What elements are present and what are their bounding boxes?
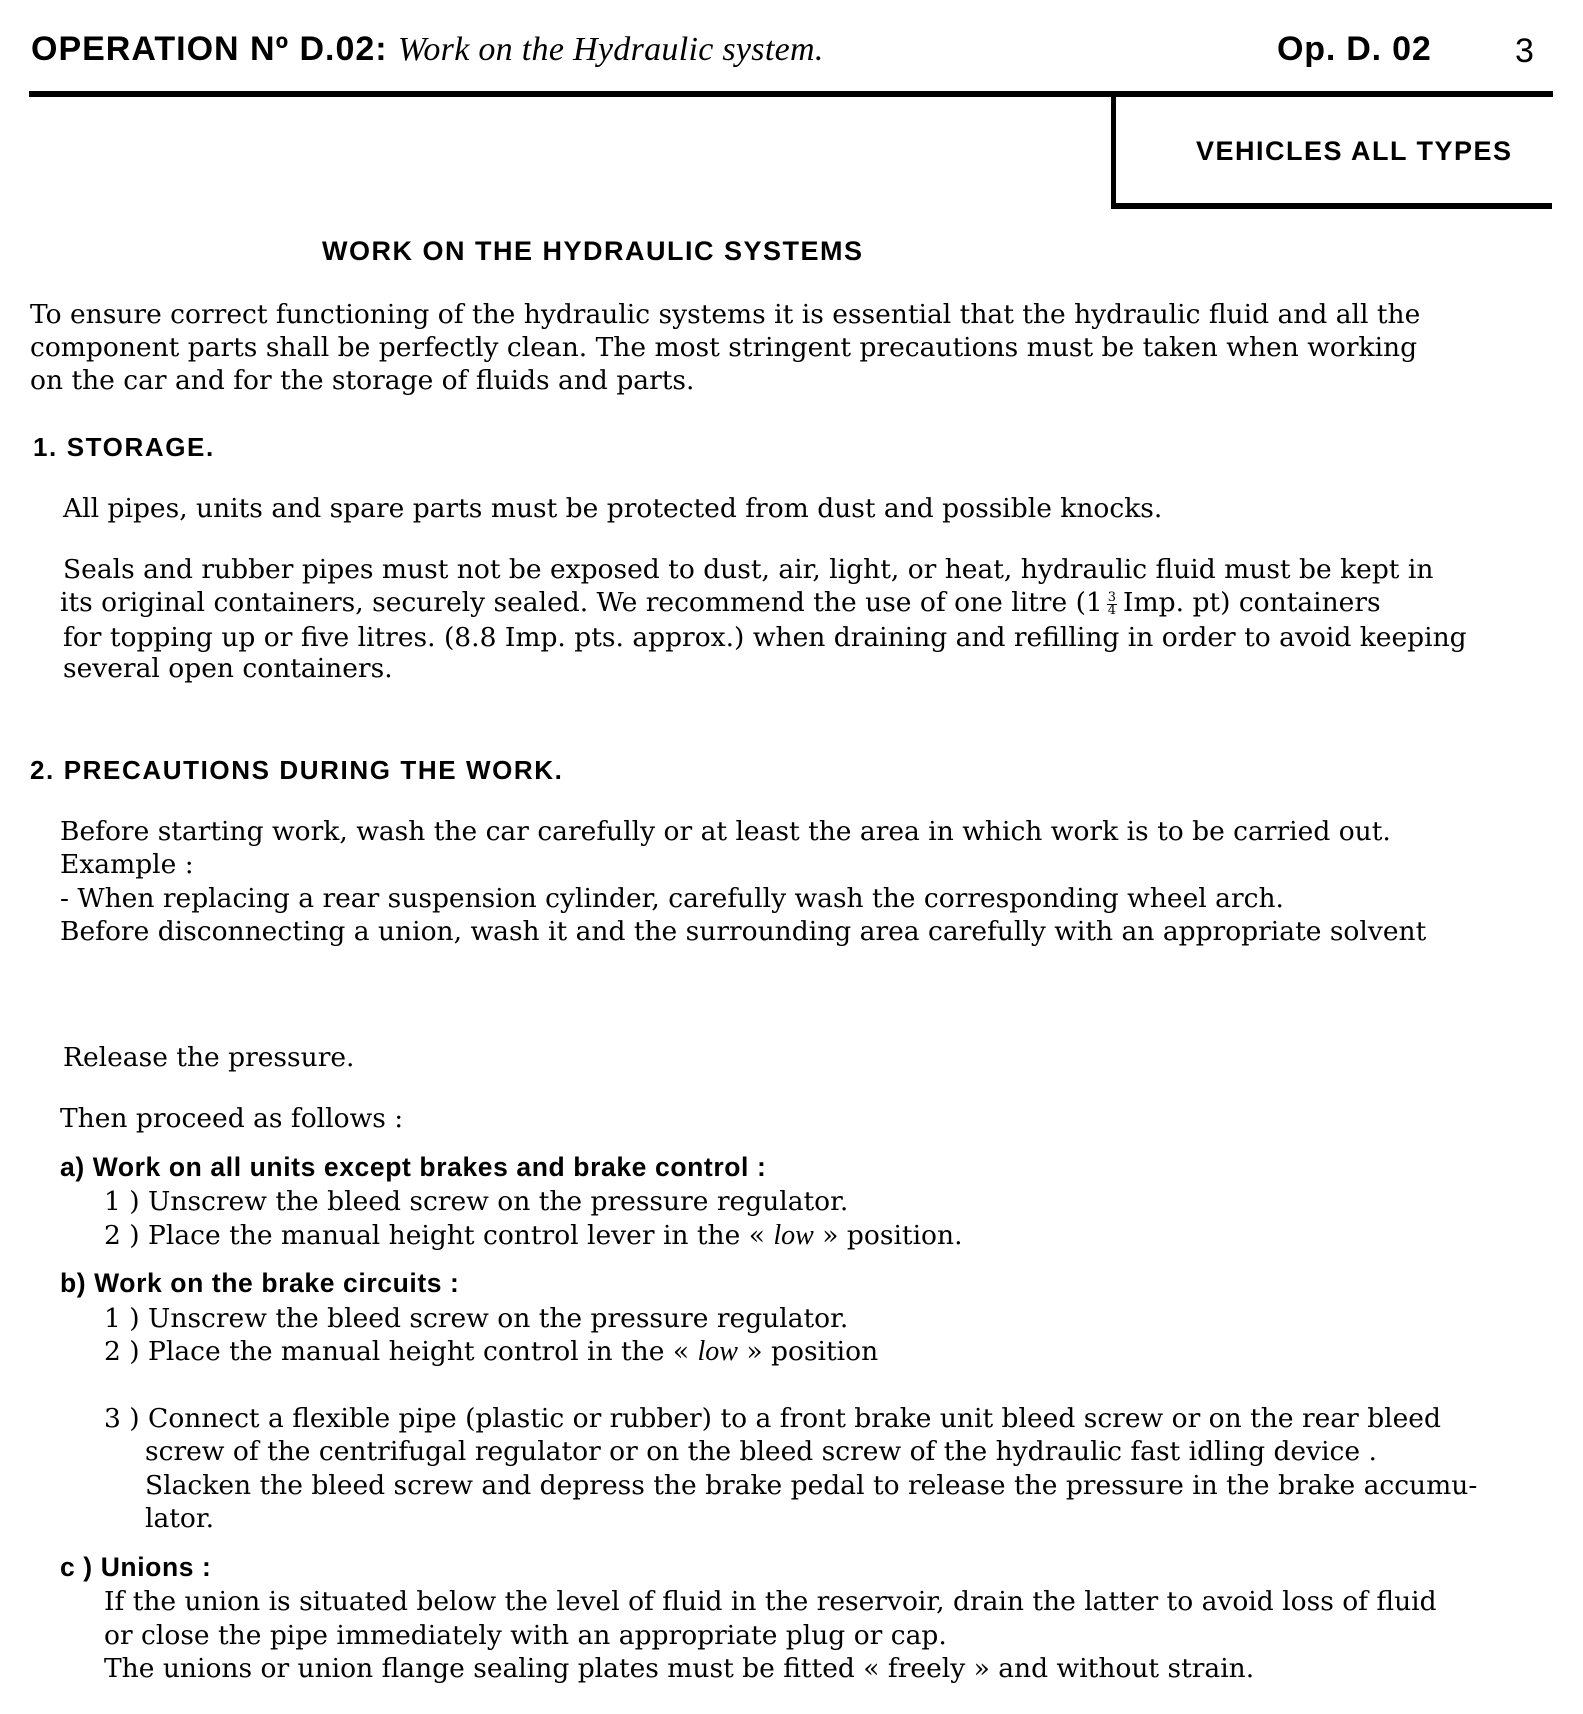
section-b-step-2-end: » position (746, 1336, 879, 1367)
operation-code: Op. D. 02 (1277, 30, 1432, 68)
intro-line-3: on the car and for the storage of fluids and parts. (30, 365, 695, 396)
section-b-step-2-start: 2 ) Place the manual height control in the « (104, 1336, 690, 1367)
storage-paragraph-1: All pipes, units and spare parts must be protected from dust and possible knocks. (63, 493, 1163, 524)
section-b-step-3-line-2: screw of the centrifugal regulator or on the bleed screw of the hydraulic fast idling device . (145, 1436, 1377, 1467)
vehicles-label: VEHICLES ALL TYPES (1196, 136, 1513, 166)
storage-p2-line-2-start: its original containers, securely sealed. We recommend the use of one litre (1 (60, 587, 1103, 618)
intro-line-2: component parts shall be perfectly clean. The most stringent precautions must be taken when working (30, 332, 1418, 363)
storage-p2-line-2 (60, 586, 1381, 619)
operation-label: OPERATION Nº D.02: (31, 30, 388, 68)
storage-p2-line-2-end: Imp. pt) containers (1123, 587, 1381, 618)
section-a-step-1: 1 ) Unscrew the bleed screw on the pressure regulator. (104, 1186, 849, 1217)
fraction-numerator: 3 (1107, 589, 1117, 605)
precautions-example-item: - When replacing a rear suspension cylinder, carefully wash the corresponding wheel arch. (60, 883, 1284, 914)
section-b-step-3-line-4: lator. (145, 1503, 215, 1534)
storage-p2-line-1: Seals and rubber pipes must not be exposed to dust, air, light, or heat, hydraulic fluid must be kept in (63, 554, 1434, 585)
section-a-step-2 (104, 1219, 963, 1252)
precautions-line-4: Before disconnecting a union, wash it and the surrounding area carefully with an appropriate solvent (60, 916, 1427, 947)
storage-p2-line-3: for topping up or five litres. (8.8 Imp. pts. approx.) when draining and refilling in order to avoid keeping (63, 622, 1467, 653)
operation-title: Work on the Hydraulic system. (397, 31, 824, 68)
storage-p2-line-4: several open containers. (63, 653, 393, 684)
low-position-term: low (773, 1220, 814, 1251)
header-rule (29, 91, 1553, 97)
precautions-example-label: Example : (60, 849, 194, 880)
section-c-line-3: The unions or union flange sealing plates must be fitted « freely » and without strain. (104, 1653, 1255, 1684)
storage-heading: 1. STORAGE. (33, 432, 215, 462)
precautions-line-1: Before starting work, wash the car carefully or at least the area in which work is to be carried out. (60, 816, 1391, 847)
section-b-step-1: 1 ) Unscrew the bleed screw on the pressure regulator. (104, 1303, 849, 1334)
proceed-text: Then proceed as follows : (60, 1103, 404, 1134)
section-b-step-3-line-3: Slacken the bleed screw and depress the brake pedal to release the pressure in the brake accumu- (145, 1470, 1478, 1501)
section-b-heading: b) Work on the brake circuits : (60, 1268, 460, 1298)
section-a-step-2-start: 2 ) Place the manual height control lever in the « (104, 1220, 765, 1251)
fraction-denominator: 4 (1107, 602, 1117, 618)
low-position-term: low (697, 1336, 738, 1367)
page-number: 3 (1515, 32, 1534, 70)
section-b-step-3-line-1: 3 ) Connect a flexible pipe (plastic or rubber) to a front brake unit bleed screw or on the rear bleed (104, 1403, 1441, 1434)
page-title: WORK ON THE HYDRAULIC SYSTEMS (322, 236, 864, 266)
vehicles-box-left-border (1111, 97, 1116, 209)
section-b-step-2 (104, 1335, 878, 1368)
section-a-heading: a) Work on all units except brakes and brake control : (60, 1152, 767, 1182)
intro-line-1: To ensure correct functioning of the hydraulic systems it is essential that the hydraulic fluid and all the (30, 299, 1421, 330)
section-c-heading: c ) Unions : (60, 1552, 212, 1582)
release-pressure-text: Release the pressure. (63, 1042, 355, 1073)
three-quarters-fraction (1107, 589, 1117, 618)
section-c-line-1: If the union is situated below the level of fluid in the reservoir, drain the latter to avoid loss of fluid (104, 1586, 1437, 1617)
operation-header (31, 30, 824, 69)
section-a-step-2-end: » position. (822, 1220, 963, 1251)
precautions-heading: 2. PRECAUTIONS DURING THE WORK. (30, 755, 564, 785)
vehicles-box-bottom-border (1111, 203, 1552, 209)
section-c-line-2: or close the pipe immediately with an appropriate plug or cap. (104, 1620, 947, 1651)
